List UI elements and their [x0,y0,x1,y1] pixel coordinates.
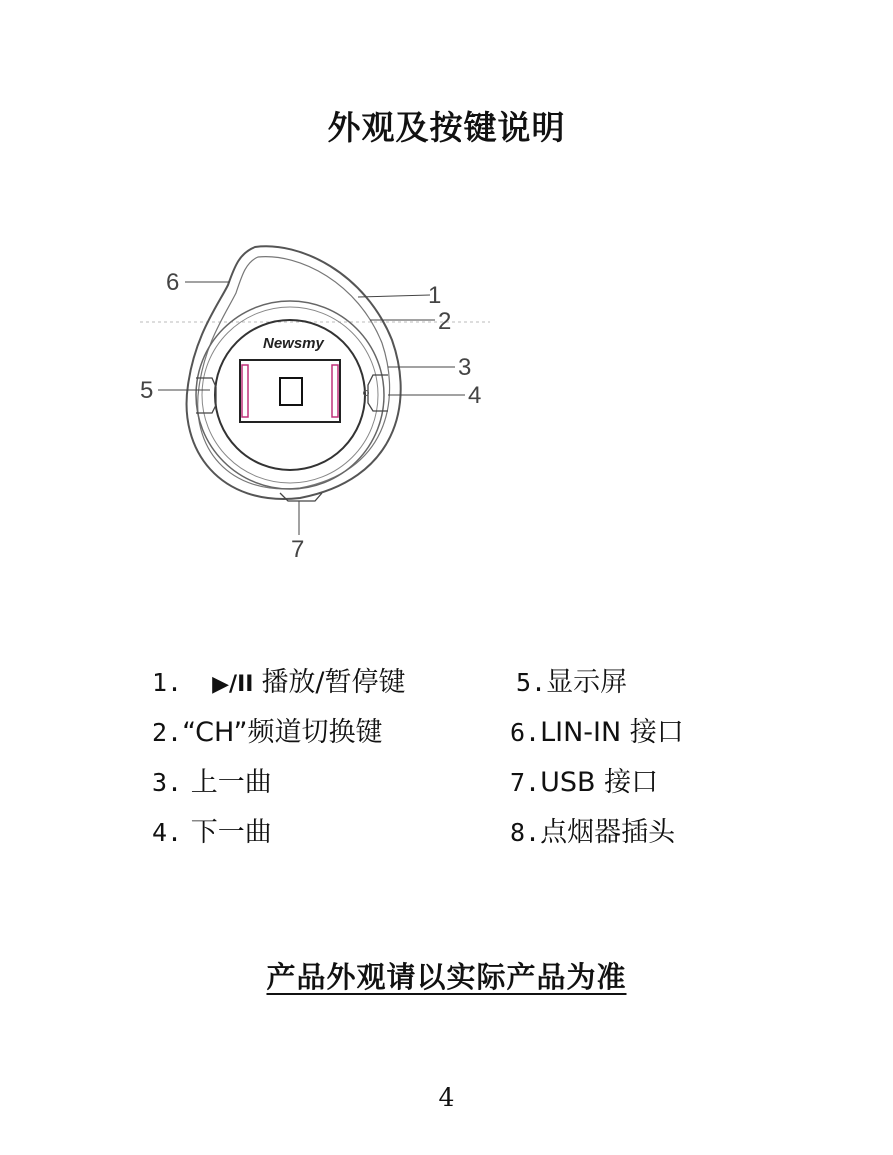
legend-number: 3. [152,768,183,797]
callout-7: 7 [291,536,305,563]
legend-label: “CH”频道切换键 [182,717,383,748]
legend-item-display [516,660,627,700]
legend-item-channel [152,710,382,750]
legend-item-play-pause [152,660,406,700]
legend-label: 播放/暂停键 [261,667,406,698]
legend-number: 4. [152,818,183,847]
callout-3: 3 [458,354,472,381]
legend-label: 下一曲 [190,817,272,848]
play-pause-icon: ▶/II [212,672,254,697]
legend-number: 2. [152,718,183,747]
legend-item-cigarette-plug [510,810,675,850]
disclaimer-text: 产品外观请以实际产品为准 [266,960,627,994]
legend-item-line-in [510,710,684,750]
callout-2: 2 [438,308,452,335]
legend-item-next [152,810,272,850]
legend-label: 点烟器插头 [540,817,676,848]
callout-1: 1 [428,282,442,309]
legend-label: LIN-IN 接口 [540,717,684,748]
disclaimer-note [0,955,893,996]
legend-item-usb [510,760,658,800]
legend-label: USB 接口 [540,767,659,798]
page-number: 4 [438,1083,455,1112]
legend-label: 显示屏 [546,667,628,698]
legend-item-previous [152,760,272,800]
display-frame [240,360,340,422]
callout-6: 6 [166,269,180,296]
legend-number: 6. [510,718,541,747]
product-diagram [130,235,500,575]
legend-number: 7. [510,768,541,797]
callout-5: 5 [140,377,154,404]
brand-logo: Newsmy [263,335,324,352]
legend-number: 5. [516,668,547,697]
callout-4: 4 [468,382,482,409]
legend-number: 1. [152,668,183,697]
legend-label: 上一曲 [190,767,272,798]
page-title: 外观及按键说明 [327,108,566,147]
legend-number: 8. [510,818,541,847]
